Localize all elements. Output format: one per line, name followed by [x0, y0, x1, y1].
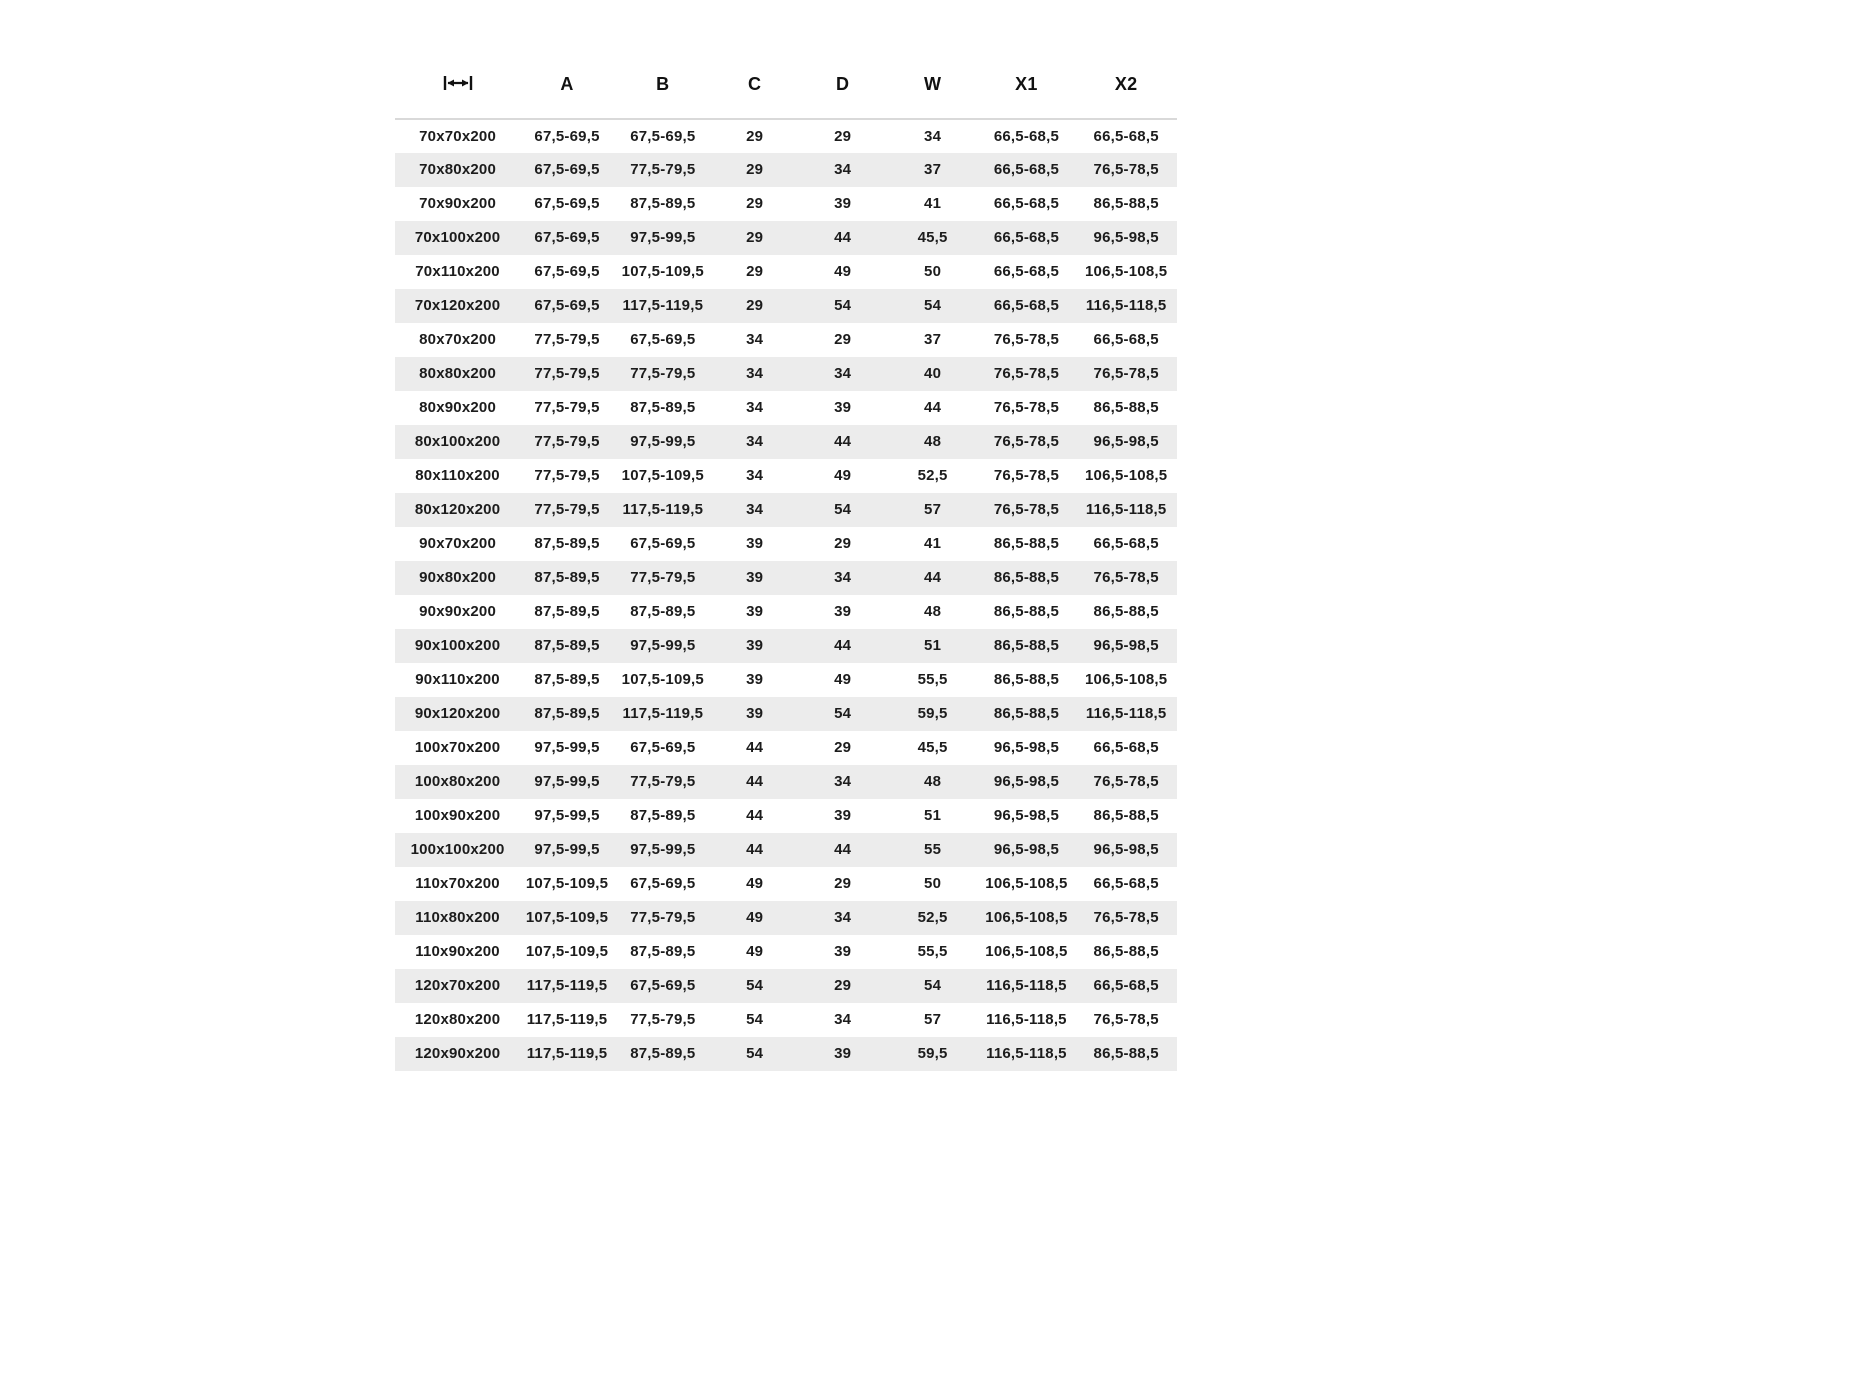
cell-x1: 86,5-88,5	[993, 569, 1060, 587]
cell-w: 41	[924, 535, 942, 553]
cell-c: 49	[746, 943, 764, 961]
table-row	[395, 1003, 1177, 1037]
cell-d: 29	[834, 127, 852, 145]
size-cell: 90x80x200	[419, 569, 496, 587]
size-cell: 90x70x200	[419, 535, 496, 553]
column-header-x2: X2	[1075, 66, 1177, 119]
cell-w: 57	[924, 1011, 942, 1029]
cell-w: 55	[924, 841, 942, 859]
cell-w: 50	[924, 263, 942, 281]
size-cell: 100x100x200	[410, 841, 505, 859]
size-cell: 90x100x200	[414, 637, 501, 655]
cell-w: 51	[924, 637, 942, 655]
cell-b: 117,5-119,5	[622, 501, 704, 519]
cell-w: 37	[924, 331, 942, 349]
cell-a: 107,5-109,5	[525, 943, 609, 961]
cell-d: 34	[834, 569, 852, 587]
cell-c: 29	[746, 127, 764, 145]
size-cell: 70x80x200	[419, 161, 496, 179]
cell-x1: 76,5-78,5	[993, 501, 1060, 519]
cell-b: 77,5-79,5	[630, 773, 696, 791]
cell-a: 97,5-99,5	[534, 841, 600, 859]
cell-c: 44	[746, 773, 764, 791]
cell-a: 87,5-89,5	[534, 603, 600, 621]
cell-x1: 76,5-78,5	[993, 331, 1060, 349]
table-row	[395, 867, 1177, 901]
cell-x2: 66,5-68,5	[1093, 875, 1159, 893]
cell-w: 54	[924, 977, 942, 995]
cell-x1: 66,5-68,5	[993, 161, 1060, 179]
table-body	[395, 119, 1177, 1071]
cell-a: 67,5-69,5	[534, 297, 600, 315]
cell-b: 67,5-69,5	[630, 977, 696, 995]
cell-d: 34	[834, 161, 852, 179]
cell-c: 34	[746, 331, 764, 349]
cell-x1: 106,5-108,5	[985, 943, 1068, 961]
cell-x1: 86,5-88,5	[993, 637, 1060, 655]
cell-x1: 116,5-118,5	[986, 1045, 1067, 1063]
cell-x1: 76,5-78,5	[993, 399, 1060, 417]
cell-b: 97,5-99,5	[630, 841, 696, 859]
table-row	[395, 459, 1177, 493]
cell-b: 77,5-79,5	[630, 365, 696, 383]
cell-x1: 76,5-78,5	[993, 433, 1060, 451]
width-dimension-icon	[443, 75, 473, 96]
cell-x1: 116,5-118,5	[986, 1011, 1067, 1029]
cell-c: 54	[746, 977, 764, 995]
cell-d: 29	[834, 331, 852, 349]
cell-w: 59,5	[917, 1045, 948, 1063]
table-row	[395, 357, 1177, 391]
cell-x1: 106,5-108,5	[985, 909, 1068, 927]
cell-x2: 116,5-118,5	[1085, 297, 1167, 315]
cell-w: 55,5	[917, 671, 948, 689]
cell-a: 67,5-69,5	[534, 161, 600, 179]
cell-w: 41	[924, 195, 942, 213]
cell-b: 97,5-99,5	[630, 229, 696, 247]
size-cell: 100x70x200	[414, 739, 501, 757]
cell-x2: 86,5-88,5	[1093, 807, 1159, 825]
cell-d: 49	[834, 671, 852, 689]
cell-x1: 66,5-68,5	[993, 195, 1060, 213]
cell-d: 34	[834, 773, 852, 791]
table-row	[395, 663, 1177, 697]
cell-x2: 106,5-108,5	[1085, 263, 1168, 281]
size-cell: 110x80x200	[415, 909, 500, 927]
cell-b: 87,5-89,5	[630, 195, 696, 213]
cell-a: 97,5-99,5	[534, 773, 600, 791]
cell-d: 39	[834, 195, 852, 213]
cell-x1: 86,5-88,5	[993, 705, 1060, 723]
cell-c: 49	[746, 909, 764, 927]
cell-b: 117,5-119,5	[622, 297, 704, 315]
cell-w: 44	[924, 399, 942, 417]
cell-w: 50	[924, 875, 942, 893]
column-header-d: D	[798, 66, 888, 119]
size-cell: 80x90x200	[419, 399, 496, 417]
cell-d: 39	[834, 603, 852, 621]
table-row	[395, 493, 1177, 527]
cell-d: 39	[834, 399, 852, 417]
cell-b: 87,5-89,5	[630, 807, 696, 825]
cell-c: 54	[746, 1045, 764, 1063]
cell-c: 29	[746, 161, 764, 179]
cell-c: 29	[746, 263, 764, 281]
cell-a: 67,5-69,5	[534, 127, 600, 145]
cell-x2: 96,5-98,5	[1093, 229, 1159, 247]
cell-x1: 66,5-68,5	[993, 263, 1060, 281]
cell-a: 107,5-109,5	[525, 909, 609, 927]
column-header-b: B	[614, 66, 712, 119]
cell-x2: 66,5-68,5	[1093, 739, 1159, 757]
cell-a: 77,5-79,5	[534, 433, 600, 451]
cell-d: 39	[834, 943, 852, 961]
cell-x2: 86,5-88,5	[1093, 399, 1159, 417]
table-row	[395, 833, 1177, 867]
table-row	[395, 323, 1177, 357]
cell-x1: 76,5-78,5	[993, 467, 1060, 485]
cell-w: 52,5	[917, 909, 948, 927]
size-cell: 110x90x200	[415, 943, 500, 961]
cell-c: 39	[746, 603, 764, 621]
table-header	[395, 66, 1177, 119]
column-header-c: C	[712, 66, 798, 119]
cell-w: 54	[924, 297, 942, 315]
cell-a: 117,5-119,5	[526, 1011, 608, 1029]
column-header-a: A	[520, 66, 614, 119]
cell-x2: 76,5-78,5	[1093, 909, 1159, 927]
table-row	[395, 595, 1177, 629]
cell-b: 87,5-89,5	[630, 603, 696, 621]
cell-a: 107,5-109,5	[525, 875, 609, 893]
cell-w: 52,5	[917, 467, 948, 485]
cell-x2: 66,5-68,5	[1093, 535, 1159, 553]
cell-a: 87,5-89,5	[534, 705, 600, 723]
cell-a: 87,5-89,5	[534, 671, 600, 689]
cell-w: 48	[924, 773, 942, 791]
cell-x1: 106,5-108,5	[985, 875, 1068, 893]
cell-w: 44	[924, 569, 942, 587]
cell-c: 34	[746, 467, 764, 485]
cell-x2: 106,5-108,5	[1085, 467, 1168, 485]
cell-x1: 96,5-98,5	[993, 739, 1060, 757]
cell-x2: 66,5-68,5	[1093, 977, 1159, 995]
cell-x1: 86,5-88,5	[993, 603, 1060, 621]
cell-x1: 96,5-98,5	[993, 841, 1060, 859]
cell-x1: 86,5-88,5	[993, 535, 1060, 553]
table-row	[395, 1037, 1177, 1071]
cell-d: 44	[834, 637, 852, 655]
cell-a: 117,5-119,5	[526, 977, 608, 995]
table-row	[395, 391, 1177, 425]
cell-x2: 76,5-78,5	[1093, 1011, 1159, 1029]
cell-a: 87,5-89,5	[534, 637, 600, 655]
cell-c: 39	[746, 671, 764, 689]
cell-b: 77,5-79,5	[630, 909, 696, 927]
cell-x2: 86,5-88,5	[1093, 603, 1159, 621]
cell-c: 29	[746, 195, 764, 213]
cell-c: 39	[746, 637, 764, 655]
cell-c: 39	[746, 705, 764, 723]
cell-w: 48	[924, 433, 942, 451]
cell-a: 67,5-69,5	[534, 229, 600, 247]
size-cell: 80x120x200	[414, 501, 501, 519]
cell-d: 29	[834, 739, 852, 757]
cell-b: 117,5-119,5	[622, 705, 704, 723]
cell-b: 67,5-69,5	[630, 127, 696, 145]
size-cell: 90x120x200	[414, 705, 501, 723]
table-row	[395, 119, 1177, 153]
cell-w: 40	[924, 365, 942, 383]
table-row	[395, 969, 1177, 1003]
cell-a: 77,5-79,5	[534, 501, 600, 519]
cell-a: 87,5-89,5	[534, 569, 600, 587]
cell-w: 45,5	[917, 739, 948, 757]
cell-x1: 66,5-68,5	[993, 229, 1060, 247]
size-cell: 80x100x200	[414, 433, 501, 451]
cell-d: 54	[834, 297, 852, 315]
table-row	[395, 289, 1177, 323]
table-row	[395, 935, 1177, 969]
table-row	[395, 187, 1177, 221]
cell-a: 87,5-89,5	[534, 535, 600, 553]
cell-x1: 86,5-88,5	[993, 671, 1060, 689]
cell-c: 34	[746, 399, 764, 417]
cell-w: 51	[924, 807, 942, 825]
cell-x2: 86,5-88,5	[1093, 1045, 1159, 1063]
cell-w: 55,5	[917, 943, 948, 961]
cell-c: 34	[746, 501, 764, 519]
cell-a: 67,5-69,5	[534, 195, 600, 213]
table-row	[395, 731, 1177, 765]
cell-x2: 66,5-68,5	[1093, 127, 1159, 145]
table-row	[395, 697, 1177, 731]
cell-x2: 86,5-88,5	[1093, 195, 1159, 213]
size-cell: 80x110x200	[415, 467, 500, 485]
cell-x1: 96,5-98,5	[993, 807, 1060, 825]
cell-c: 34	[746, 433, 764, 451]
cell-d: 34	[834, 1011, 852, 1029]
cell-a: 117,5-119,5	[526, 1045, 608, 1063]
cell-w: 34	[924, 127, 942, 145]
dimensions-table-wrapper	[395, 66, 1177, 1071]
cell-x2: 96,5-98,5	[1093, 433, 1159, 451]
cell-x2: 116,5-118,5	[1085, 501, 1167, 519]
dimensions-table	[395, 66, 1177, 1071]
cell-d: 49	[834, 263, 852, 281]
cell-b: 87,5-89,5	[630, 399, 696, 417]
size-cell: 70x70x200	[419, 127, 496, 145]
size-cell: 110x70x200	[415, 875, 500, 893]
cell-b: 107,5-109,5	[621, 263, 704, 281]
cell-x2: 96,5-98,5	[1093, 841, 1159, 859]
table-row	[395, 255, 1177, 289]
cell-d: 29	[834, 875, 852, 893]
column-header-w: W	[888, 66, 978, 119]
cell-d: 34	[834, 909, 852, 927]
cell-d: 49	[834, 467, 852, 485]
cell-x2: 76,5-78,5	[1093, 773, 1159, 791]
size-cell: 120x80x200	[414, 1011, 501, 1029]
cell-w: 37	[924, 161, 942, 179]
cell-b: 87,5-89,5	[630, 943, 696, 961]
cell-b: 67,5-69,5	[630, 739, 696, 757]
size-cell: 80x70x200	[419, 331, 496, 349]
cell-x2: 116,5-118,5	[1085, 705, 1167, 723]
cell-c: 54	[746, 1011, 764, 1029]
cell-a: 97,5-99,5	[534, 807, 600, 825]
cell-x2: 106,5-108,5	[1085, 671, 1168, 689]
size-cell: 90x110x200	[415, 671, 500, 689]
cell-b: 77,5-79,5	[630, 569, 696, 587]
size-cell: 120x70x200	[414, 977, 501, 995]
cell-d: 54	[834, 501, 852, 519]
table-row	[395, 561, 1177, 595]
cell-b: 97,5-99,5	[630, 433, 696, 451]
cell-b: 67,5-69,5	[630, 535, 696, 553]
cell-a: 77,5-79,5	[534, 399, 600, 417]
table-row	[395, 527, 1177, 561]
cell-a: 77,5-79,5	[534, 331, 600, 349]
table-row	[395, 153, 1177, 187]
table-row	[395, 221, 1177, 255]
column-header-x1: X1	[978, 66, 1076, 119]
cell-x2: 76,5-78,5	[1093, 569, 1159, 587]
size-cell: 120x90x200	[414, 1045, 501, 1063]
size-cell: 100x90x200	[414, 807, 501, 825]
cell-x1: 66,5-68,5	[993, 127, 1060, 145]
size-cell: 80x80x200	[419, 365, 496, 383]
cell-b: 77,5-79,5	[630, 1011, 696, 1029]
cell-w: 45,5	[917, 229, 948, 247]
size-cell: 70x110x200	[415, 263, 500, 281]
cell-d: 54	[834, 705, 852, 723]
cell-a: 67,5-69,5	[534, 263, 600, 281]
table-row	[395, 799, 1177, 833]
cell-c: 39	[746, 535, 764, 553]
header-row	[395, 66, 1177, 119]
cell-b: 97,5-99,5	[630, 637, 696, 655]
cell-d: 29	[834, 535, 852, 553]
table-row	[395, 901, 1177, 935]
cell-w: 48	[924, 603, 942, 621]
cell-c: 49	[746, 875, 764, 893]
cell-b: 77,5-79,5	[630, 161, 696, 179]
size-cell: 70x90x200	[419, 195, 496, 213]
cell-x1: 66,5-68,5	[993, 297, 1060, 315]
cell-d: 34	[834, 365, 852, 383]
cell-x2: 96,5-98,5	[1093, 637, 1159, 655]
table-row	[395, 425, 1177, 459]
cell-d: 39	[834, 1045, 852, 1063]
cell-x2: 76,5-78,5	[1093, 365, 1159, 383]
cell-x2: 86,5-88,5	[1093, 943, 1159, 961]
cell-b: 107,5-109,5	[621, 671, 704, 689]
size-column-header	[395, 66, 520, 119]
cell-c: 44	[746, 841, 764, 859]
size-cell: 70x120x200	[414, 297, 501, 315]
cell-d: 44	[834, 229, 852, 247]
table-row	[395, 629, 1177, 663]
cell-a: 77,5-79,5	[534, 467, 600, 485]
cell-x2: 66,5-68,5	[1093, 331, 1159, 349]
cell-x2: 76,5-78,5	[1093, 161, 1159, 179]
cell-a: 77,5-79,5	[534, 365, 600, 383]
cell-c: 44	[746, 807, 764, 825]
cell-c: 39	[746, 569, 764, 587]
cell-b: 67,5-69,5	[630, 875, 696, 893]
size-cell: 100x80x200	[414, 773, 501, 791]
cell-x1: 96,5-98,5	[993, 773, 1060, 791]
cell-a: 97,5-99,5	[534, 739, 600, 757]
cell-b: 67,5-69,5	[630, 331, 696, 349]
cell-w: 57	[924, 501, 942, 519]
table-row	[395, 765, 1177, 799]
cell-w: 59,5	[917, 705, 948, 723]
size-cell: 90x90x200	[419, 603, 496, 621]
cell-b: 107,5-109,5	[621, 467, 704, 485]
cell-b: 87,5-89,5	[630, 1045, 696, 1063]
cell-c: 29	[746, 229, 764, 247]
cell-c: 29	[746, 297, 764, 315]
cell-d: 44	[834, 433, 852, 451]
cell-x1: 76,5-78,5	[993, 365, 1060, 383]
cell-c: 44	[746, 739, 764, 757]
cell-x1: 116,5-118,5	[986, 977, 1067, 995]
size-cell: 70x100x200	[414, 229, 501, 247]
cell-d: 29	[834, 977, 852, 995]
cell-d: 44	[834, 841, 852, 859]
cell-c: 34	[746, 365, 764, 383]
cell-d: 39	[834, 807, 852, 825]
